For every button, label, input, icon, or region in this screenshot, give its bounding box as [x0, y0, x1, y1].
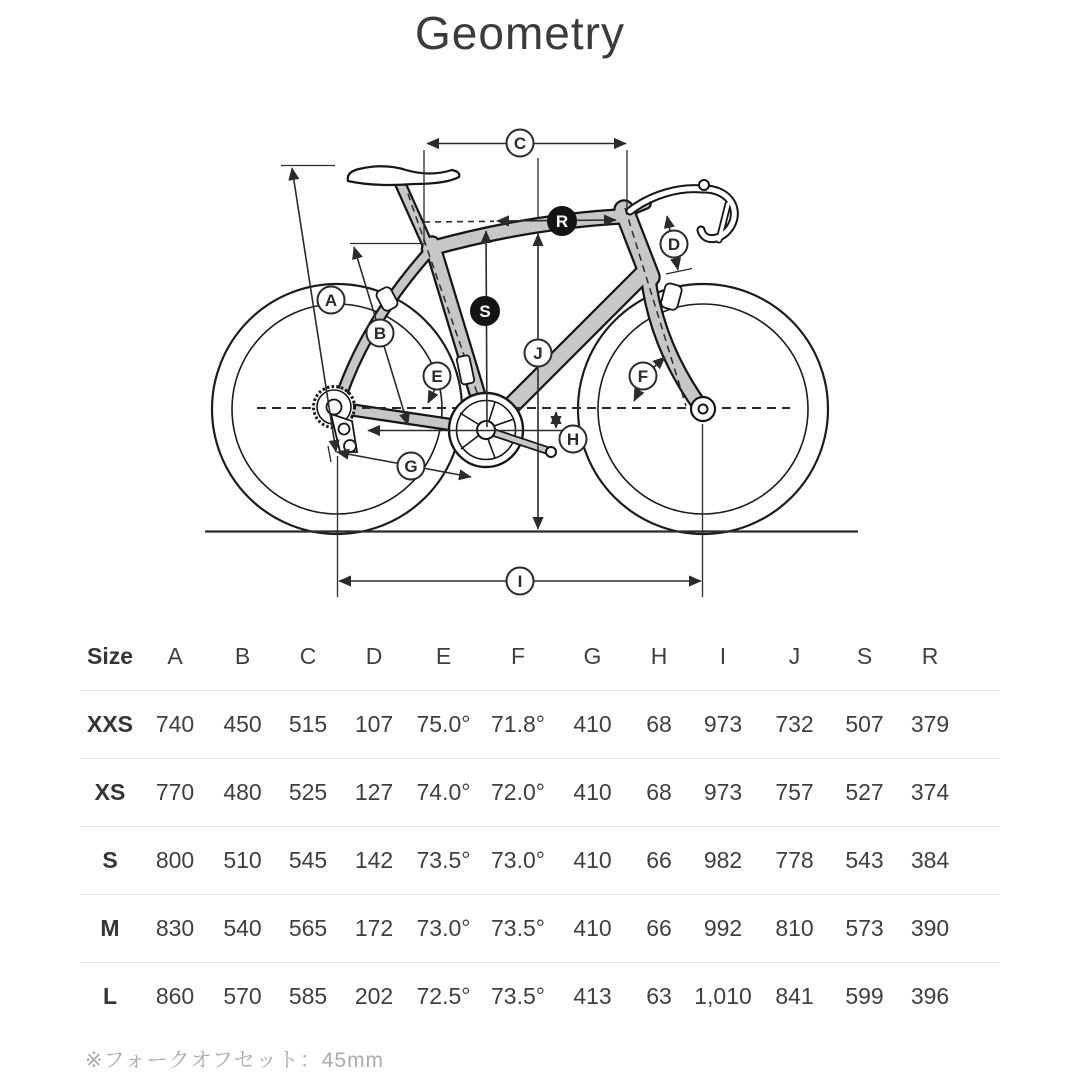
value-cell: 860 [155, 983, 195, 1009]
value-cell: 841 [775, 983, 814, 1009]
col-header: S [856, 642, 873, 669]
value-cell: 66 [646, 847, 672, 873]
value-cell: 585 [288, 983, 328, 1009]
col-header: B [234, 642, 251, 669]
table-row [80, 826, 1000, 894]
value-cell: 732 [775, 711, 814, 737]
value-cell: 66 [646, 915, 672, 941]
col-header: R [921, 642, 939, 669]
table-row [80, 758, 1000, 826]
value-cell: 75.0° [416, 711, 471, 737]
svg-text:E: E [431, 367, 443, 386]
table-row [80, 690, 1000, 758]
page-title: Geometry [415, 7, 625, 59]
dim-label-e [424, 363, 451, 390]
svg-text:A: A [324, 291, 338, 310]
value-cell: 450 [223, 711, 262, 737]
value-cell: 982 [703, 847, 743, 873]
dim-label-c [507, 130, 534, 157]
value-cell: 142 [354, 847, 394, 873]
geometry-table [80, 622, 1000, 1030]
dim-label-i [507, 568, 534, 595]
fork-offset-footnote: ※フォークオフセット：45mm [85, 1049, 385, 1072]
col-header: A [167, 642, 183, 669]
col-header: J [788, 642, 801, 669]
dim-label-d [661, 231, 688, 258]
value-cell: 172 [354, 915, 394, 941]
table-row [80, 962, 1000, 1030]
dim-label-s [471, 297, 499, 325]
svg-text:C: C [513, 134, 527, 153]
value-cell: 757 [775, 779, 814, 805]
value-cell: 73.5° [491, 983, 545, 1009]
value-cell: 410 [573, 915, 612, 941]
table-header-row [80, 622, 1000, 690]
value-cell: 107 [354, 711, 394, 737]
svg-text:H: H [566, 430, 580, 449]
col-header: C [299, 642, 317, 669]
value-cell: 540 [223, 915, 262, 941]
value-cell: 830 [155, 915, 195, 941]
value-cell: 410 [573, 711, 612, 737]
value-cell: 73.0° [491, 847, 545, 873]
saddle [348, 166, 460, 185]
col-header: D [365, 642, 383, 669]
value-cell: 510 [223, 847, 262, 873]
value-cell: 68 [646, 779, 672, 805]
value-cell: 63 [646, 983, 672, 1009]
col-header: F [510, 642, 526, 669]
value-cell: 973 [703, 779, 743, 805]
size-cell: L [102, 983, 118, 1009]
value-cell: 507 [845, 711, 884, 737]
table-row [80, 894, 1000, 962]
value-cell: 73.5° [491, 915, 545, 941]
svg-text:F: F [637, 367, 649, 386]
size-cell: M [100, 915, 120, 941]
svg-text:G: G [404, 457, 418, 476]
value-cell: 525 [288, 779, 328, 805]
dim-label-g [398, 453, 425, 480]
dim-label-b [367, 320, 394, 347]
front-hub [691, 397, 715, 421]
col-header: G [583, 642, 602, 669]
value-cell: 992 [703, 915, 743, 941]
value-cell: 74.0° [416, 779, 471, 805]
size-cell: S [102, 847, 118, 873]
value-cell: 599 [845, 983, 884, 1009]
value-cell: 565 [288, 915, 328, 941]
size-cell: XS [94, 779, 126, 805]
value-cell: 545 [288, 847, 328, 873]
value-cell: 71.8° [491, 711, 545, 737]
value-cell: 73.5° [416, 847, 471, 873]
svg-text:I: I [517, 572, 523, 591]
value-cell: 973 [703, 711, 743, 737]
dim-label-f [630, 363, 657, 390]
value-cell: 410 [573, 779, 612, 805]
dim-label-j [525, 340, 552, 367]
value-cell: 396 [910, 983, 950, 1009]
value-cell: 384 [910, 847, 950, 873]
value-cell: 202 [354, 983, 394, 1009]
col-header: H [650, 642, 668, 669]
value-cell: 515 [288, 711, 328, 737]
value-cell: 73.0° [416, 915, 471, 941]
value-cell: 778 [775, 847, 814, 873]
value-cell: 740 [155, 711, 195, 737]
value-cell: 413 [573, 983, 612, 1009]
value-cell: 379 [910, 711, 950, 737]
value-cell: 72.5° [416, 983, 471, 1009]
value-cell: 527 [845, 779, 884, 805]
svg-text:S: S [479, 302, 491, 321]
value-cell: 390 [910, 915, 950, 941]
svg-text:B: B [373, 324, 387, 343]
svg-text:J: J [533, 344, 543, 363]
value-cell: 374 [910, 779, 950, 805]
value-cell: 570 [223, 983, 262, 1009]
value-cell: 1,010 [694, 983, 752, 1009]
value-cell: 573 [845, 915, 884, 941]
value-cell: 770 [155, 779, 195, 805]
value-cell: 480 [223, 779, 262, 805]
dim-label-a [318, 287, 345, 314]
svg-text:D: D [667, 235, 681, 254]
value-cell: 543 [845, 847, 884, 873]
value-cell: 800 [155, 847, 195, 873]
value-cell: 410 [573, 847, 612, 873]
col-header: I [719, 642, 727, 669]
value-cell: 68 [646, 711, 672, 737]
col-header: E [435, 642, 452, 669]
svg-text:R: R [555, 212, 569, 231]
value-cell: 127 [354, 779, 394, 805]
size-cell: XXS [86, 711, 134, 737]
value-cell: 72.0° [491, 779, 545, 805]
dim-label-h [560, 426, 587, 453]
value-cell: 810 [775, 915, 814, 941]
col-header: Size [86, 642, 134, 669]
dim-label-r [548, 207, 576, 235]
